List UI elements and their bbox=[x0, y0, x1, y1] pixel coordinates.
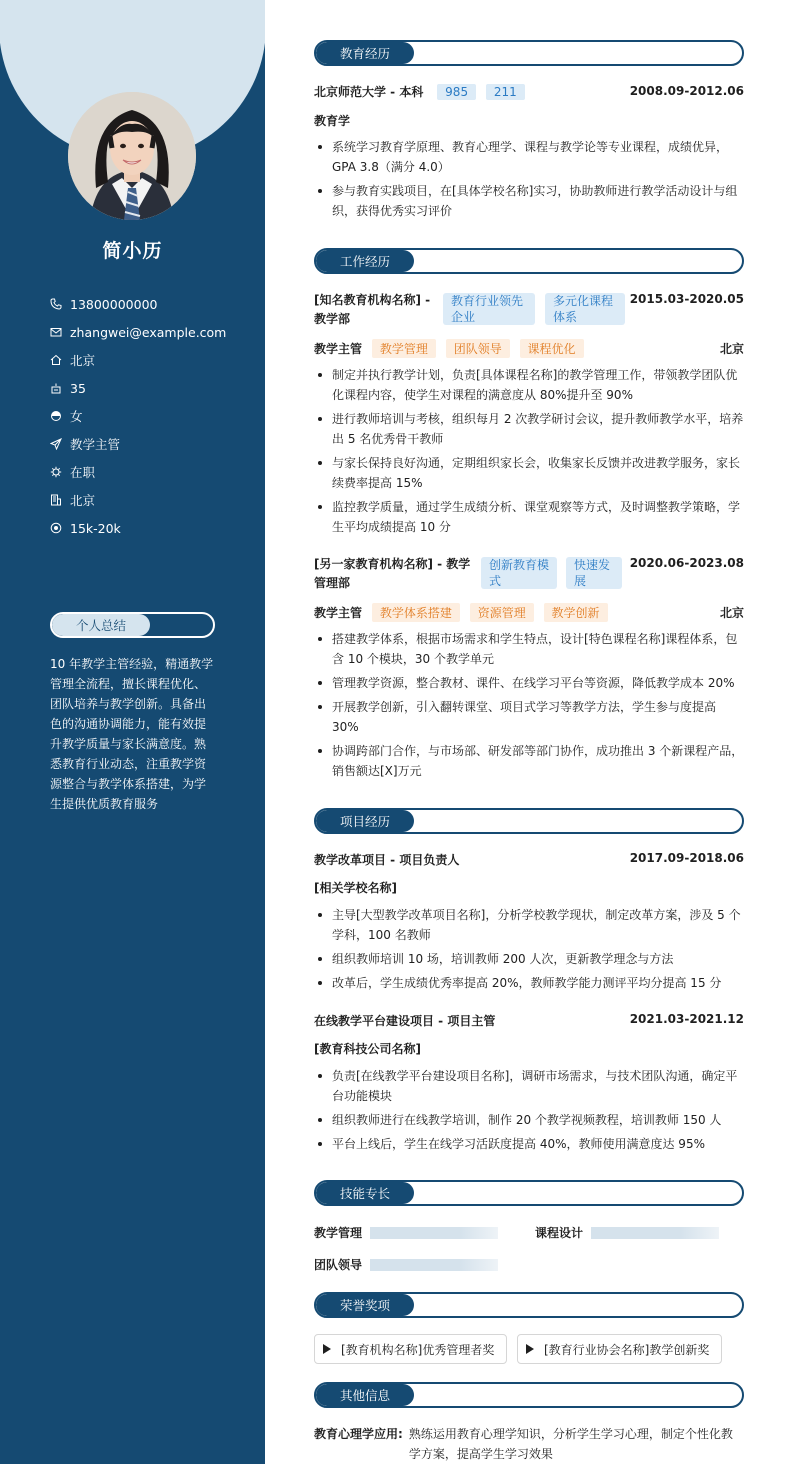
gender-icon bbox=[50, 410, 70, 422]
info-phone-text: 13800000000 bbox=[70, 296, 158, 312]
resume-name: 简小历 bbox=[102, 240, 163, 262]
skill-item bbox=[314, 1256, 498, 1273]
list-item: 制定并执行教学计划，负责[具体课程名称]的教学管理工作，带领教学团队优化课程内容，使学生对课程的满意度从 80%提升至 90% bbox=[314, 365, 744, 405]
info-location bbox=[50, 346, 250, 374]
skill-bar bbox=[370, 1259, 498, 1271]
info-salary-text: 15k-20k bbox=[70, 520, 121, 536]
info-email-text: zhangwei@example.com bbox=[70, 324, 227, 340]
job-skill-tag: 教学管理 bbox=[372, 339, 436, 358]
job-role: 教学主管 bbox=[314, 606, 363, 620]
job-tag: 教育行业领先企业 bbox=[443, 293, 535, 325]
projects-section-header bbox=[314, 808, 744, 834]
info-salary bbox=[50, 514, 250, 542]
work-section-header bbox=[314, 248, 744, 274]
award-item bbox=[517, 1334, 722, 1364]
info-email bbox=[50, 318, 250, 346]
list-item: 组织教师培训 10 场，培训教师 200 人次，更新教学理念与方法 bbox=[314, 949, 744, 969]
play-arrow-icon bbox=[323, 1344, 331, 1354]
sidebar bbox=[0, 0, 265, 1464]
building-icon bbox=[50, 494, 70, 506]
project-bullets bbox=[314, 905, 744, 997]
summary-section-header bbox=[50, 612, 215, 638]
project-header bbox=[314, 851, 744, 868]
age-icon bbox=[50, 382, 70, 394]
skill-bar bbox=[370, 1227, 498, 1239]
education-section-title: 教育经历 bbox=[316, 42, 414, 64]
info-status bbox=[50, 458, 250, 486]
list-item: 监控教学质量，通过学生成绩分析、课堂观察等方式，及时调整教学策略，学生平均成绩提高 10 分 bbox=[314, 497, 744, 537]
info-location-text: 北京 bbox=[70, 353, 96, 368]
skill-label: 课程设计 bbox=[535, 1226, 584, 1240]
list-item: 平台上线后，学生在线学习活跃度提高 40%，教师使用满意度达 95% bbox=[314, 1134, 744, 1154]
info-age bbox=[50, 374, 250, 402]
education-header bbox=[314, 83, 744, 100]
other-info-value: 熟练运用教育心理学知识，分析学生学习心理，制定个性化教学方案，提高学生学习效果 bbox=[408, 1427, 733, 1461]
other-info-row bbox=[314, 1424, 744, 1464]
job-bullets bbox=[314, 629, 744, 785]
job-city: 北京 bbox=[719, 606, 744, 620]
salary-icon bbox=[50, 522, 70, 534]
play-arrow-icon bbox=[526, 1344, 534, 1354]
skills-section-title: 技能专长 bbox=[316, 1182, 414, 1204]
info-age-text: 35 bbox=[70, 380, 86, 396]
job-role-row bbox=[314, 339, 744, 358]
info-position bbox=[50, 430, 250, 458]
job-skill-tag: 资源管理 bbox=[470, 603, 534, 622]
mail-icon bbox=[50, 326, 70, 338]
work-section-title: 工作经历 bbox=[316, 250, 414, 272]
job-role: 教学主管 bbox=[314, 342, 363, 356]
school-tag: 211 bbox=[486, 84, 525, 100]
job-date: 2015.03-2020.05 bbox=[629, 292, 744, 306]
school-name: 北京师范大学 - 本科 bbox=[314, 85, 424, 99]
list-item: 管理教学资源，整合教材、课件、在线学习平台等资源，降低教学成本 20% bbox=[314, 673, 744, 693]
job-date: 2020.06-2023.08 bbox=[629, 556, 744, 570]
skill-item bbox=[314, 1224, 498, 1241]
skill-item bbox=[535, 1224, 719, 1241]
school-tag: 985 bbox=[437, 84, 476, 100]
summary-section-title: 个人总结 bbox=[52, 614, 150, 636]
honors-section-title: 荣誉奖项 bbox=[316, 1294, 414, 1316]
contact-info-list bbox=[50, 290, 250, 542]
award-item bbox=[314, 1334, 507, 1364]
job-role-row bbox=[314, 603, 744, 622]
job-company: [另一家教育机构名称] - 教学管理部 bbox=[314, 557, 471, 590]
job-tag: 创新教育模式 bbox=[481, 557, 557, 589]
project-org: [教育科技公司名称] bbox=[314, 1042, 421, 1056]
list-item: 负责[在线教学平台建设项目名称]，调研市场需求，与技术团队沟通，确定平台功能模块 bbox=[314, 1066, 744, 1106]
skill-bar bbox=[591, 1227, 719, 1239]
other-info-key: 教育心理学应用: bbox=[314, 1427, 403, 1441]
list-item: 参与教育实践项目，在[具体学校名称]实习，协助教师进行教学活动设计与组织，获得优秀实习评价 bbox=[314, 181, 744, 221]
honors-section-header bbox=[314, 1292, 744, 1318]
award-label: [教育行业协会名称]教学创新奖 bbox=[544, 1342, 710, 1357]
info-position-text: 教学主管 bbox=[70, 437, 121, 452]
job-tag: 快速发展 bbox=[566, 557, 622, 589]
project-name: 教学改革项目 - 项目负责人 bbox=[314, 853, 460, 867]
project-org: [相关学校名称] bbox=[314, 881, 397, 895]
other-section-header bbox=[314, 1382, 744, 1408]
other-section-title: 其他信息 bbox=[316, 1384, 414, 1406]
projects-section-title: 项目经历 bbox=[316, 810, 414, 832]
info-status-text: 在职 bbox=[70, 465, 96, 480]
education-major: 教育学 bbox=[314, 114, 351, 128]
project-date: 2017.09-2018.06 bbox=[629, 851, 744, 865]
skill-label: 教学管理 bbox=[314, 1226, 363, 1240]
education-date: 2008.09-2012.06 bbox=[629, 84, 744, 98]
list-item: 开展教学创新，引入翻转课堂、项目式学习等教学方法，学生参与度提高 30% bbox=[314, 697, 744, 737]
list-item: 主导[大型教学改革项目名称]，分析学校教学现状，制定改革方案，涉及 5 个学科，100 名教师 bbox=[314, 905, 744, 945]
job-skill-tag: 团队领导 bbox=[446, 339, 510, 358]
job-city: 北京 bbox=[719, 342, 744, 356]
home-icon bbox=[50, 354, 70, 366]
project-name: 在线教学平台建设项目 - 项目主管 bbox=[314, 1014, 496, 1028]
award-label: [教育机构名称]优秀管理者奖 bbox=[341, 1342, 495, 1357]
job-bullets bbox=[314, 365, 744, 541]
job-skill-tag: 课程优化 bbox=[520, 339, 584, 358]
summary-text: 10 年教学主管经验，精通教学管理全流程，擅长课程优化、团队培养与教学创新。具备出色的沟通协调能力，能有效提升教学质量与家长满意度。熟悉教育行业动态，注重教学资源整合与教学体系搭建，为学生提供优质教育服务 bbox=[50, 657, 214, 811]
info-city-text: 北京 bbox=[70, 493, 96, 508]
info-gender bbox=[50, 402, 250, 430]
list-item: 协调跨部门合作，与市场部、研发部等部门协作，成功推出 3 个新课程产品，销售额达[X]万元 bbox=[314, 741, 744, 781]
project-bullets bbox=[314, 1066, 744, 1158]
list-item: 进行教师培训与考核，组织每月 2 次教学研讨会议，提升教师教学水平，培养出 5 名优秀骨干教师 bbox=[314, 409, 744, 449]
info-gender-text: 女 bbox=[70, 409, 83, 424]
status-icon bbox=[50, 466, 70, 478]
skills-section-header bbox=[314, 1180, 744, 1206]
info-phone bbox=[50, 290, 250, 318]
education-section-header bbox=[314, 40, 744, 66]
avatar bbox=[68, 92, 196, 220]
skill-label: 团队领导 bbox=[314, 1258, 363, 1272]
list-item: 搭建教学体系，根据市场需求和学生特点，设计[特色课程名称]课程体系，包含 10 个模块，30 个教学单元 bbox=[314, 629, 744, 669]
send-icon bbox=[50, 438, 70, 450]
list-item: 与家长保持良好沟通，定期组织家长会，收集家长反馈并改进教学服务，家长续费率提高 15% bbox=[314, 453, 744, 493]
job-skill-tag: 教学体系搭建 bbox=[372, 603, 460, 622]
info-city bbox=[50, 486, 250, 514]
job-skill-tag: 教学创新 bbox=[544, 603, 608, 622]
phone-icon bbox=[50, 298, 70, 310]
project-date: 2021.03-2021.12 bbox=[629, 1012, 744, 1026]
list-item: 系统学习教育学原理、教育心理学、课程与教学论等专业课程，成绩优异，GPA 3.8（满分 4.0） bbox=[314, 137, 744, 177]
list-item: 组织教师进行在线教学培训，制作 20 个教学视频教程，培训教师 150 人 bbox=[314, 1110, 744, 1130]
education-bullets bbox=[314, 137, 744, 225]
project-header bbox=[314, 1012, 744, 1029]
list-item: 改革后，学生成绩优秀率提高 20%，教师教学能力测评平均分提高 15 分 bbox=[314, 973, 744, 993]
job-company: [知名教育机构名称] - 教学部 bbox=[314, 293, 431, 326]
job-tag: 多元化课程体系 bbox=[545, 293, 625, 325]
